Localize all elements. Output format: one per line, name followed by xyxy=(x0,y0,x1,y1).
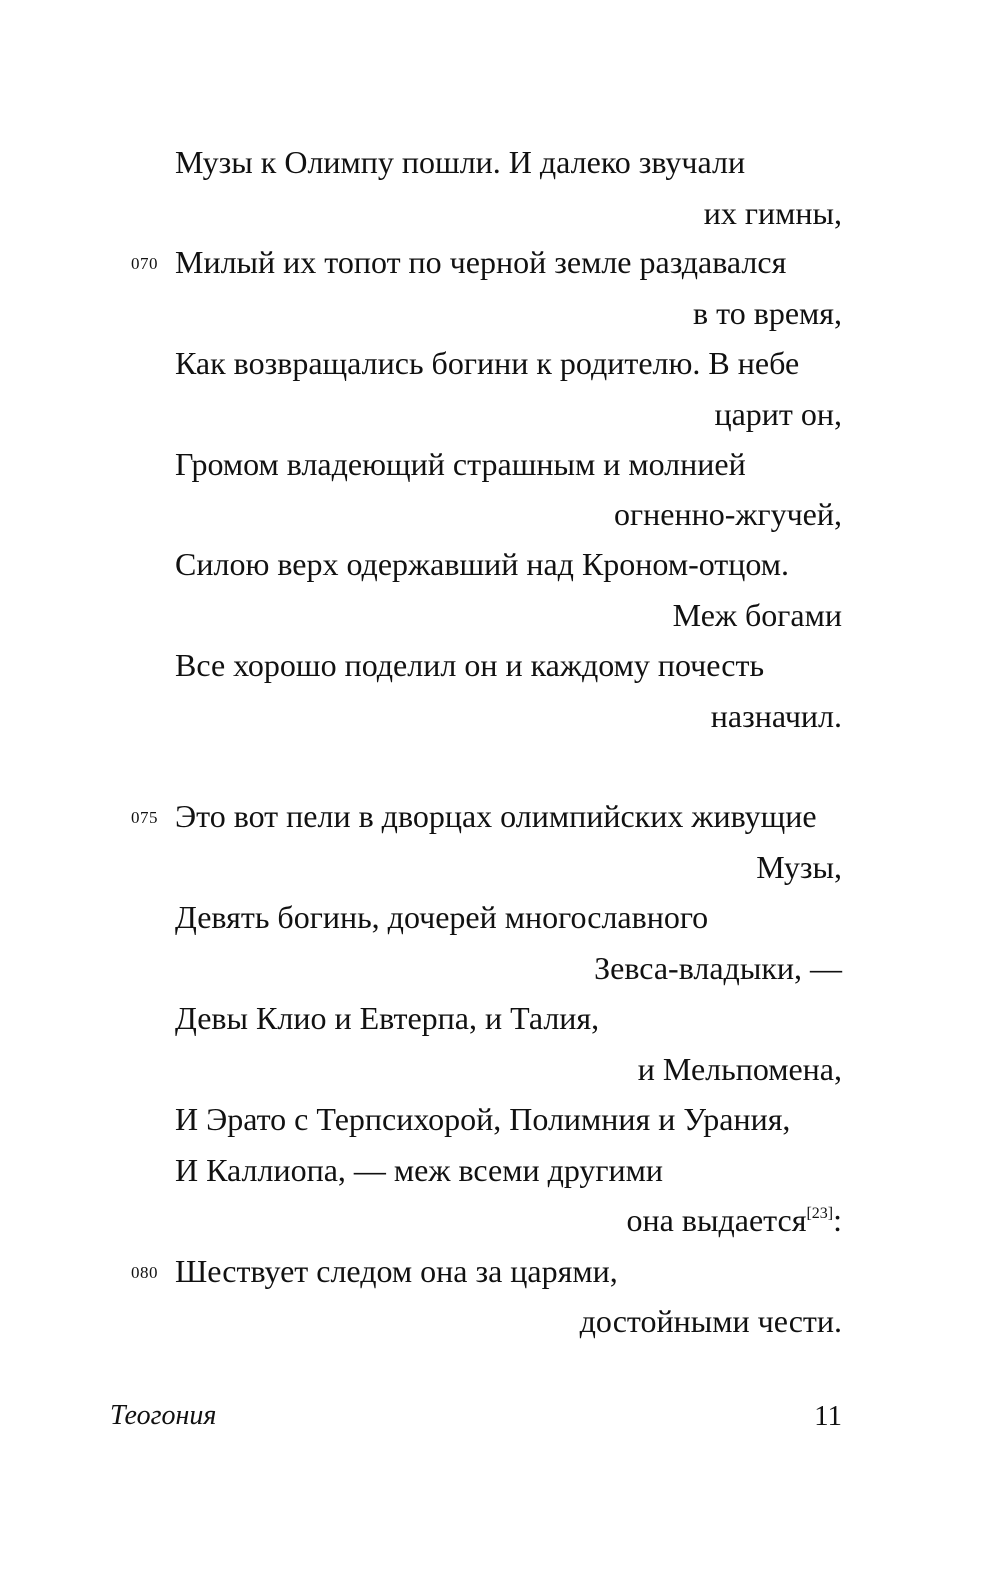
verse-line: И Каллиопа, — меж всеми другими xyxy=(175,1152,664,1188)
verse-continuation: огненно-жгучей, xyxy=(613,496,842,532)
verse-line: Милый их топот по черной земле раздавался xyxy=(175,244,787,280)
line-number: 075 xyxy=(131,808,158,827)
verse-continuation: в то время, xyxy=(693,295,842,331)
verse-continuation: назначил. xyxy=(710,698,842,734)
verse-line: Шествует следом она за царями, xyxy=(175,1253,618,1289)
verse-continuation: достойными чести. xyxy=(579,1303,842,1339)
verse-continuation: Меж богами xyxy=(672,597,842,633)
verse-line: Музы к Олимпу пошли. И далеко звучали xyxy=(175,144,746,180)
verse-continuation-text: она выдается xyxy=(626,1202,807,1238)
verse-continuation: царит он, xyxy=(714,396,842,432)
verse-line: Силою верх одержавший над Кроном-отцом. xyxy=(175,546,790,582)
verse-continuation: их гимны, xyxy=(703,195,842,231)
verse-line: Как возвращались богини к родителю. В небе xyxy=(175,345,800,381)
verse-continuation: и Мельпомена, xyxy=(637,1051,842,1087)
verse-continuation xyxy=(627,1200,842,1240)
footnote-reference[interactable]: [23] xyxy=(806,1205,834,1223)
verse-continuation: Музы, xyxy=(756,849,842,885)
running-title: Теогония xyxy=(110,1400,217,1431)
page-number: 11 xyxy=(814,1400,842,1432)
line-number: 070 xyxy=(131,254,158,273)
verse-line: Громом владеющий страшным и молнией xyxy=(175,446,746,482)
verse-continuation: Зевса-владыки, — xyxy=(594,950,842,986)
verse-line: Девять богинь, дочерей многославного xyxy=(175,899,709,935)
verse-line: Все хорошо поделил он и каждому почесть xyxy=(175,647,765,683)
line-number: 080 xyxy=(131,1263,158,1282)
verse-line: И Эрато с Терпсихорой, Полимния и Урания, xyxy=(175,1101,791,1137)
verse-line: Девы Клио и Евтерпа, и Талия, xyxy=(175,1000,600,1036)
verse-punctuation: : xyxy=(833,1202,842,1238)
verse-line: Это вот пели в дворцах олимпийских живущие xyxy=(175,798,817,834)
